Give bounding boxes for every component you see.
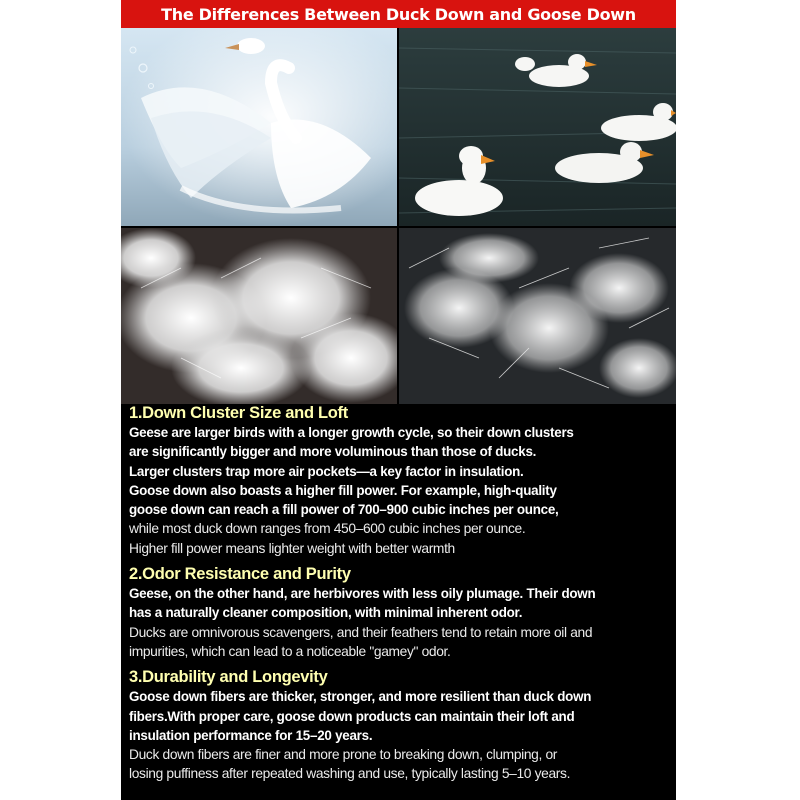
body-line: Ducks are omnivorous scavengers, and their feathers tend to retain more oil and (129, 624, 593, 640)
body-line: Duck down fibers are finer and more prone to breaking down, clumping, or (129, 747, 558, 763)
duck-down-photo (399, 228, 676, 404)
body-line: insulation performance for 15–20 years. (129, 727, 373, 743)
body-line: impurities, which can lead to a noticeable "gamey" odor. (129, 643, 451, 659)
swan-photo (121, 28, 397, 226)
body-line: while most duck down ranges from 450–600 cubic inches per ounce. (129, 521, 526, 537)
body-line: fibers.With proper care, goose down products can maintain their loft and (129, 708, 575, 724)
page-title: The Differences Between Duck Down and Goose Down (161, 4, 636, 24)
title-bar (121, 0, 676, 28)
section-heading: 3.Durability and Longevity (129, 668, 328, 687)
section-durability (129, 668, 669, 783)
body-line: Geese, on the other hand, are herbivores with less oily plumage. Their down (129, 586, 596, 602)
section-odor (129, 565, 669, 661)
section-down-cluster (129, 404, 669, 558)
body-line: are significantly bigger and more voluminous than those of ducks. (129, 444, 537, 460)
infographic-poster (121, 0, 676, 800)
body-line: Geese are larger birds with a longer growth cycle, so their down clusters (129, 425, 574, 440)
body-line: Higher fill power means lighter weight with better warmth (129, 540, 455, 556)
section-heading: 1.Down Cluster Size and Loft (129, 404, 348, 422)
section-heading: 2.Odor Resistance and Purity (129, 565, 351, 584)
text-content (129, 404, 669, 784)
body-line: goose down can reach a fill power of 700–900 cubic inches per ounce, (129, 502, 559, 518)
body-line: has a naturally cleaner composition, with minimal inherent odor. (129, 605, 523, 621)
body-line: losing puffiness after repeated washing and use, typically lasting 5–10 years. (129, 766, 571, 782)
body-line: Larger clusters trap more air pockets—a key factor in insulation. (129, 463, 524, 479)
body-line: Goose down also boasts a higher fill power. For example, high-quality (129, 482, 557, 498)
ducks-photo (399, 28, 676, 226)
goose-down-photo (121, 228, 397, 404)
body-line: Goose down fibers are thicker, stronger, and more resilient than duck down (129, 689, 592, 705)
